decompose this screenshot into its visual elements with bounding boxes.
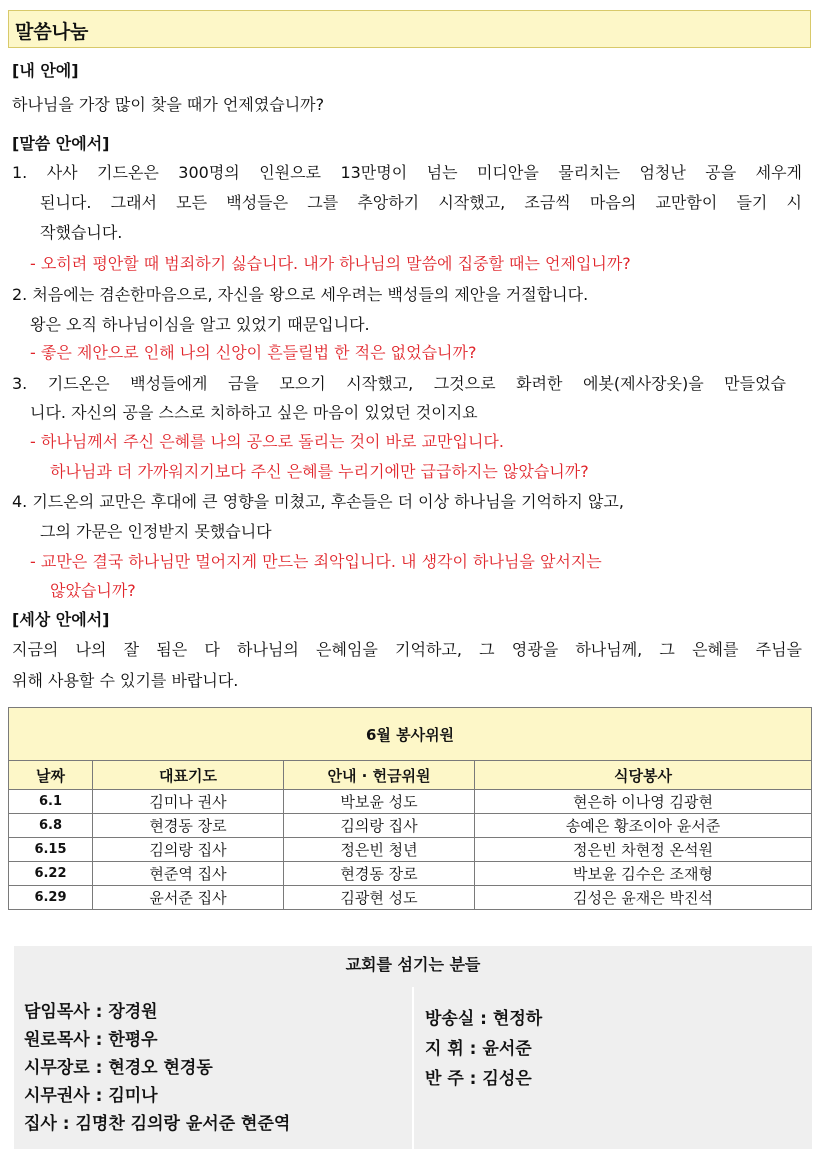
word-item-4-line-1: 4. 기드온의 교만은 후대에 큰 영향을 미쳤고, 후손들은 더 이상 하나님을 기억하지 않고,: [12, 492, 624, 511]
section-inner-question: 하나님을 가장 많이 찾을 때가 언제였습니까?: [12, 95, 325, 114]
word-item-3-application-2: 하나님과 더 가까워지기보다 주신 은혜를 누리기에만 급급하지는 않았습니까?: [50, 462, 589, 481]
table-row: [9, 886, 812, 910]
staff-title: 교회를 섬기는 분들: [345, 955, 481, 974]
word-item-1-application: - 오히려 평안할 때 범죄하기 싫습니다. 내가 하나님의 말씀에 집중할 때는 언제입니까?: [30, 254, 631, 273]
word-item-4-application-1: - 교만은 결국 하나님만 멀어지게 만드는 죄악입니다. 내 생각이 하나님을 앞서지는: [30, 552, 602, 571]
staff-conductor: 지 휘 : 윤서준: [425, 1039, 532, 1059]
staff-kwonsa: 시무권사 : 김미나: [24, 1086, 158, 1106]
duty-table-caption: 6월 봉사위원: [9, 708, 812, 761]
duty-header-prayer: 대표기도: [93, 761, 284, 790]
section-world-line-1: 지금의 나의 잘 됨은 다 하나님의 은혜임을 기억하고, 그 영광을 하나님께, 그 은혜를 주님을: [12, 640, 802, 659]
duty-prayer: 김의랑 집사: [93, 838, 284, 862]
duty-prayer: 윤서준 집사: [93, 886, 284, 910]
word-item-2-line-2: 왕은 오직 하나님이심을 알고 있었기 때문입니다.: [30, 315, 370, 334]
table-row: [9, 814, 812, 838]
staff-box: [14, 946, 812, 1149]
duty-usher: 박보윤 성도: [284, 790, 475, 814]
table-row: [9, 838, 812, 862]
word-item-3-line-1: 3. 기드온은 백성들에게 금을 모으기 시작했고, 그것으로 화려한 에봇(제사장옷)을 만들었습: [12, 374, 786, 393]
section-word-heading: [말씀 안에서]: [12, 134, 110, 153]
staff-senior-pastor: 담임목사 : 장경원: [24, 1002, 158, 1022]
staff-deacons: 집사 : 김명찬 김의랑 윤서준 현준역: [24, 1114, 291, 1134]
word-item-4-application-2: 않았습니까?: [50, 581, 136, 600]
word-item-3-line-2: 니다. 자신의 공을 스스로 치하하고 싶은 마음이 있었던 것이지요: [30, 403, 478, 422]
section-inner-heading: [내 안에]: [12, 61, 79, 80]
duty-date: 6.15: [9, 838, 93, 862]
staff-left-column: [24, 998, 290, 1138]
table-row: [9, 862, 812, 886]
section-world-heading: [세상 안에서]: [12, 610, 110, 629]
page-title: 말씀나눔: [15, 21, 89, 43]
staff-broadcast: 방송실 : 현정하: [425, 1009, 543, 1029]
staff-elders: 시무장로 : 현경오 현경동: [24, 1058, 213, 1078]
duty-header-usher: 안내 · 헌금위원: [284, 761, 475, 790]
duty-header-kitchen: 식당봉사: [475, 761, 812, 790]
duty-prayer: 현준역 집사: [93, 862, 284, 886]
duty-date: 6.1: [9, 790, 93, 814]
duty-header-date: 날짜: [9, 761, 93, 790]
duty-date: 6.22: [9, 862, 93, 886]
duty-kitchen: 박보윤 김수은 조재형: [475, 862, 812, 886]
duty-date: 6.29: [9, 886, 93, 910]
duty-prayer: 현경동 장로: [93, 814, 284, 838]
word-item-2-application: - 좋은 제안으로 인해 나의 신앙이 흔들릴법 한 적은 없었습니까?: [30, 343, 477, 362]
word-item-1-line-2: 된니다. 그래서 모든 백성들은 그를 추앙하기 시작했고, 조금씩 마음의 교만함이 들기 시: [40, 193, 802, 212]
word-item-1-line-1: 1. 사사 기드온은 300명의 인원으로 13만명이 넘는 미디안을 물리치는 엄청난 공을 세우게: [12, 163, 802, 182]
duty-kitchen: 현은하 이나영 김광현: [475, 790, 812, 814]
duty-kitchen: 김성은 윤재은 박진석: [475, 886, 812, 910]
word-item-4-line-2: 그의 가문은 인정받지 못했습니다: [40, 522, 272, 541]
word-item-1-line-3: 작했습니다.: [40, 223, 123, 242]
word-item-2-line-1: 2. 처음에는 겸손한마음으로, 자신을 왕으로 세우려는 백성들의 제안을 거절합니다.: [12, 285, 589, 304]
section-world-line-2: 위해 사용할 수 있기를 바랍니다.: [12, 671, 239, 690]
page-title-bar: [8, 10, 811, 48]
duty-usher: 정은빈 청년: [284, 838, 475, 862]
duty-usher: 김광현 성도: [284, 886, 475, 910]
duty-usher: 현경동 장로: [284, 862, 475, 886]
duty-kitchen: 송예은 황조이아 윤서준: [475, 814, 812, 838]
duty-usher: 김의랑 집사: [284, 814, 475, 838]
staff-right-column: [425, 1004, 542, 1094]
duty-date: 6.8: [9, 814, 93, 838]
table-row: [9, 790, 812, 814]
staff-emeritus-pastor: 원로목사 : 한평우: [24, 1030, 158, 1050]
duty-table: [8, 707, 812, 910]
staff-accompanist: 반 주 : 김성은: [425, 1069, 532, 1089]
staff-divider: [412, 987, 414, 1149]
duty-kitchen: 정은빈 차현정 온석원: [475, 838, 812, 862]
word-item-3-application-1: - 하나님께서 주신 은혜를 나의 공으로 돌리는 것이 바로 교만입니다.: [30, 432, 504, 451]
duty-prayer: 김미나 권사: [93, 790, 284, 814]
